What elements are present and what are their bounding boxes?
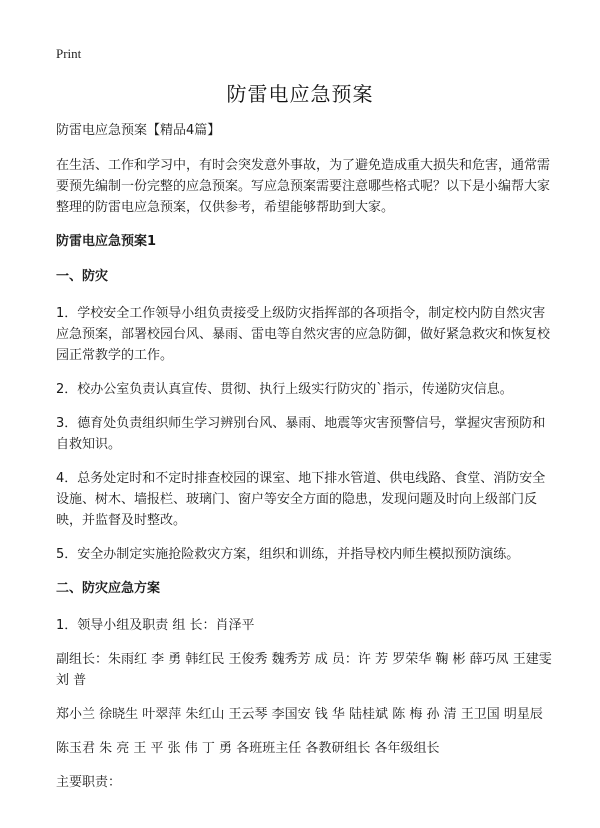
list-item: 3．德育处负责组织师生学习辨别台风、暴雨、地震等灾害预警信号，掌握灾害预防和自救知识。 xyxy=(56,416,546,452)
paragraph-deputy-leaders: 副组长：朱雨红 李 勇 韩红民 王俊秀 魏秀芳 成 员：许 芳 罗荣华 鞠 彬 薛巧凤 王建雯 刘 普 xyxy=(56,652,552,688)
intro-paragraph: 在生活、工作和学习中，有时会突发意外事故，为了避免造成重大损失和危害，通常需要预先编制一份完整的应急预案。写应急预案需要注意哪些格式呢？以下是小编帮大家整理的防雷电应急预案，仅供参考，希望能够帮助到大家。 xyxy=(56,158,551,215)
section-heading-emergency-plan: 二、防灾应急方案 xyxy=(56,581,161,596)
list-item: 1．学校安全工作领导小组负责接受上级防灾指挥部的各项指令，制定校内防自然灾害应急预案，部署校园台风、暴雨、雷电等自然灾害的应急防御，做好紧急救灾和恢复校园正常教学的工作。 xyxy=(56,306,551,363)
paragraph-leadership-group: 1．领导小组及职责 组 长：肖泽平 xyxy=(56,618,255,633)
article-heading: 防雷电应急预案1 xyxy=(56,234,157,249)
document-subtitle: 防雷电应急预案【精品4篇】 xyxy=(56,123,221,138)
print-link[interactable]: Print xyxy=(56,46,82,61)
list-item: 2．校办公室负责认真宣传、贯彻、执行上级实行防灾的`指示，传递防灾信息。 xyxy=(56,382,513,397)
paragraph-members: 郑小兰 徐晓生 叶翠萍 朱红山 王云琴 李国安 钱 华 陆桂斌 陈 梅 孙 清 王卫国 明星辰 xyxy=(56,707,543,722)
section-heading-disaster-prevention: 一、防灾 xyxy=(56,269,109,284)
document-title: 防雷电应急预案 xyxy=(226,82,374,106)
list-item: 4．总务处定时和不定时排查校园的课室、地下排水管道、供电线路、食堂、消防安全设施、树木、墙报栏、玻璃门、窗户等安全方面的隐患，发现问题及时向上级部门反映，并监督及时整改。 xyxy=(56,471,546,528)
paragraph-members-continued: 陈玉君 朱 亮 王 平 张 伟 丁 勇 各班班主任 各教研组长 各年级组长 xyxy=(56,741,440,756)
paragraph-main-duties: 主要职责： xyxy=(56,775,122,790)
list-item: 5．安全办制定实施抢险救灾方案，组织和训练，并指导校内师生模拟预防演练。 xyxy=(56,547,520,562)
document-body xyxy=(56,120,558,806)
